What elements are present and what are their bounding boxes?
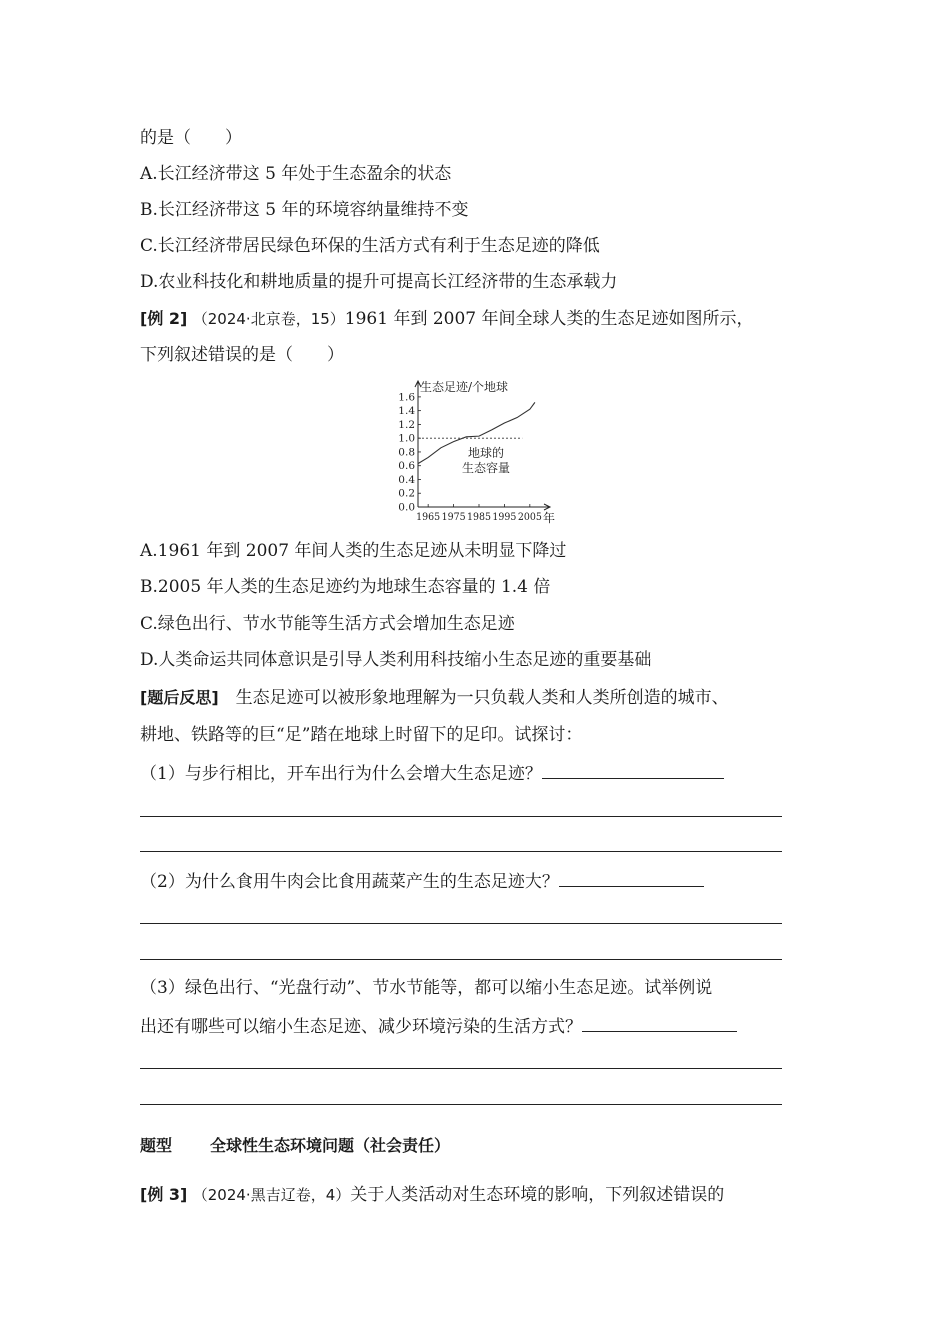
example-3-tag: [例 3]: [140, 1185, 188, 1204]
answer-blank-q1[interactable]: [542, 760, 724, 779]
y-tick-label: 1.4: [398, 405, 415, 418]
answer-blank-q3[interactable]: [582, 1013, 737, 1032]
chart-annotation-line-1: 地球的: [468, 446, 505, 460]
answer-line-q3-2[interactable]: [140, 1104, 782, 1105]
option-a: A.长江经济带这 5 年处于生态盈余的状态: [140, 164, 452, 184]
example-3-stem-text: 关于人类活动对生态环境的影响，下列叙述错误的: [350, 1185, 725, 1205]
answer-line-q1-2[interactable]: [140, 851, 782, 852]
ex2-option-a: A.1961 年到 2007 年间人类的生态足迹从未明显下降过: [140, 541, 567, 561]
example-2-stem-a: 1961 年到 2007 年间全球人类的生态足迹如图所示，: [344, 309, 754, 329]
ex2-option-d: D.人类命运共同体意识是引导人类利用科技缩小生态足迹的重要基础: [140, 650, 652, 670]
option-d: D.农业科技化和耕地质量的提升可提高长江经济带的生态承载力: [140, 272, 618, 292]
chart-annotation-line-2: 生态容量: [462, 461, 511, 475]
ex2-option-b: B.2005 年人类的生态足迹约为地球生态容量的 1.4 倍: [140, 577, 551, 597]
y-tick-label: 1.6: [398, 391, 415, 404]
question-stem-end: 的是（ ）: [140, 128, 242, 148]
reflection-intro: [140, 686, 729, 710]
answer-line-q1-1[interactable]: [140, 816, 782, 817]
reflection-text-b: 耕地、铁路等的巨“足”踏在地球上时留下的足印。试探讨：: [140, 725, 583, 745]
answer-line-q2-2[interactable]: [140, 959, 782, 960]
y-tick-label: 1.2: [398, 418, 415, 431]
option-c: C.长江经济带居民绿色环保的生活方式有利于生态足迹的降低: [140, 236, 600, 256]
x-tick-label: 1985: [467, 512, 491, 523]
reflection-q3-a: （3）绿色出行、“光盘行动”、节水节能等，都可以缩小生态足迹。试举例说: [140, 978, 713, 998]
example-2-stem: [140, 307, 754, 331]
ecological-footprint-chart: [390, 378, 565, 528]
section-title: 全球性生态环境问题（社会责任）: [210, 1136, 451, 1155]
y-tick-label: 0.6: [398, 460, 415, 473]
reflection-q1: [140, 760, 724, 786]
reflection-q3: [140, 1013, 737, 1039]
y-tick-label: 0.8: [398, 446, 415, 459]
reflection-q1-text: （1）与步行相比，开车出行为什么会增大生态足迹？: [140, 764, 542, 784]
example-2-stem-b: 下列叙述错误的是（ ）: [140, 345, 344, 365]
y-tick-label: 0.4: [398, 473, 415, 486]
y-tick-label: 0.2: [398, 487, 415, 500]
reflection-q3-b: 出还有哪些可以缩小生态足迹、减少环境污染的生活方式？: [140, 1017, 582, 1037]
x-tick-label: 2005: [517, 512, 542, 523]
answer-line-q3-1[interactable]: [140, 1068, 782, 1069]
x-tick-label: 1965: [416, 512, 441, 523]
reflection-q2: [140, 868, 704, 894]
section-heading: [140, 1134, 450, 1158]
example-3-source: （2024·黑吉辽卷，4）: [192, 1186, 351, 1204]
example-2-source: （2024·北京卷，15）: [192, 310, 345, 328]
section-label: 题型: [140, 1136, 173, 1155]
reflection-q2-text: （2）为什么食用牛肉会比食用蔬菜产生的生态足迹大？: [140, 872, 559, 892]
x-tick-label: 1995: [492, 512, 517, 523]
ex2-option-c: C.绿色出行、节水节能等生活方式会增加生态足迹: [140, 614, 515, 634]
answer-line-q2-1[interactable]: [140, 923, 782, 924]
option-b: B.长江经济带这 5 年的环境容纳量维持不变: [140, 200, 469, 220]
y-tick-label: 1.0: [398, 432, 415, 445]
chart-y-axis-label: 生态足迹/个地球: [420, 380, 509, 394]
chart-x-axis-label: 年: [543, 511, 556, 525]
x-tick-label: 1975: [441, 512, 466, 523]
example-2-tag: [例 2]: [140, 309, 188, 328]
answer-blank-q2[interactable]: [559, 868, 704, 887]
example-3-stem: [140, 1183, 724, 1207]
reflection-tag: [题后反思]: [140, 688, 219, 707]
reflection-text-a: 生态足迹可以被形象地理解为一只负载人类和人类所创造的城市、: [218, 688, 729, 708]
y-tick-label: 0.0: [398, 501, 415, 514]
